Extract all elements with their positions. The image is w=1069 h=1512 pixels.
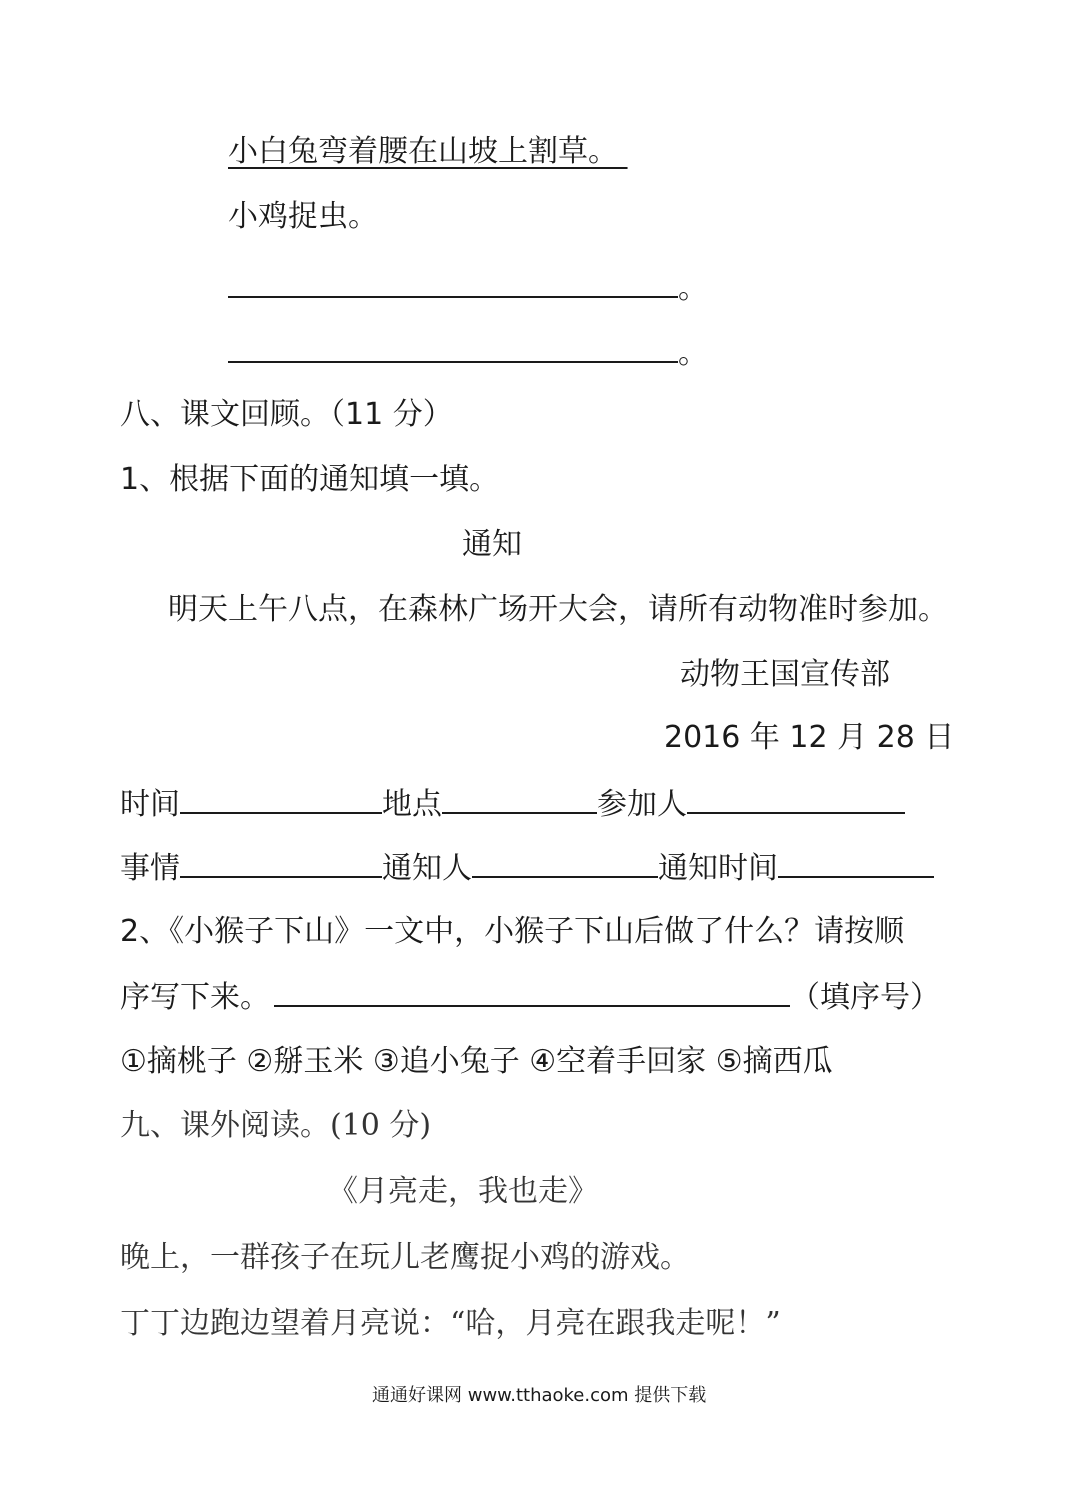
field-label-notice-time: 通知时间 xyxy=(658,851,778,886)
field-label-event: 事情 xyxy=(120,851,180,886)
sentence-prompt: 小鸡捉虫。 xyxy=(228,199,378,234)
question-2-suffix: （填序号） xyxy=(790,980,940,1015)
field-label-notifier: 通知人 xyxy=(382,851,472,886)
section-8-heading: 八、课文回顾。（11 分） xyxy=(120,397,453,432)
field-blank-place[interactable] xyxy=(442,784,597,814)
question-2-line-2 xyxy=(120,977,940,1018)
example-sentence-text: 小白兔弯着腰在山坡上割草。 xyxy=(228,134,618,169)
notice-title: 通知 xyxy=(462,527,522,562)
notice-signer: 动物王国宣传部 xyxy=(680,657,890,692)
answer-line-1 xyxy=(228,268,708,309)
question-2-answer-blank[interactable] xyxy=(274,977,790,1007)
story-paragraph-1: 晚上，一群孩子在玩儿老鹰捉小鸡的游戏。 xyxy=(120,1240,690,1275)
field-blank-notifier[interactable] xyxy=(472,848,658,878)
page-footer: 通通好课网 www.tthaoke.com 提供下载 xyxy=(372,1385,707,1406)
example-sentence xyxy=(228,132,628,172)
field-label-participants: 参加人 xyxy=(597,787,687,822)
question-2-line-1: 2、《小猴子下山》一文中，小猴子下山后做了什么？请按顺 xyxy=(120,914,905,949)
field-label-time: 时间 xyxy=(120,787,180,822)
notice-date: 2016 年 12 月 28 日 xyxy=(664,720,955,755)
answer-blank-2[interactable] xyxy=(228,333,678,363)
field-label-place: 地点 xyxy=(382,787,442,822)
notice-body: 明天上午八点，在森林广场开大会，请所有动物准时参加。 xyxy=(168,592,948,627)
notice-fields-row-2 xyxy=(120,848,934,889)
story-paragraph-2: 丁丁边跑边望着月亮说：“哈，月亮在跟我走呢！” xyxy=(120,1306,781,1341)
question-1-title: 1、根据下面的通知填一填。 xyxy=(120,462,500,497)
question-2-options: ①摘桃子 ②掰玉米 ③追小兔子 ④空着手回家 ⑤摘西瓜 xyxy=(120,1044,833,1079)
field-blank-participants[interactable] xyxy=(687,784,905,814)
field-blank-event[interactable] xyxy=(180,848,382,878)
notice-fields-row-1 xyxy=(120,784,905,825)
answer-end-2: 。 xyxy=(678,336,708,371)
answer-line-2 xyxy=(228,333,708,374)
question-2-prefix: 序写下来。 xyxy=(120,980,270,1015)
field-blank-notice-time[interactable] xyxy=(778,848,934,878)
answer-end-1: 。 xyxy=(678,271,708,306)
section-9-heading: 九、课外阅读。(10 分) xyxy=(120,1108,432,1143)
answer-blank-1[interactable] xyxy=(228,268,678,298)
field-blank-time[interactable] xyxy=(180,784,382,814)
story-title: 《月亮走，我也走》 xyxy=(328,1174,598,1209)
